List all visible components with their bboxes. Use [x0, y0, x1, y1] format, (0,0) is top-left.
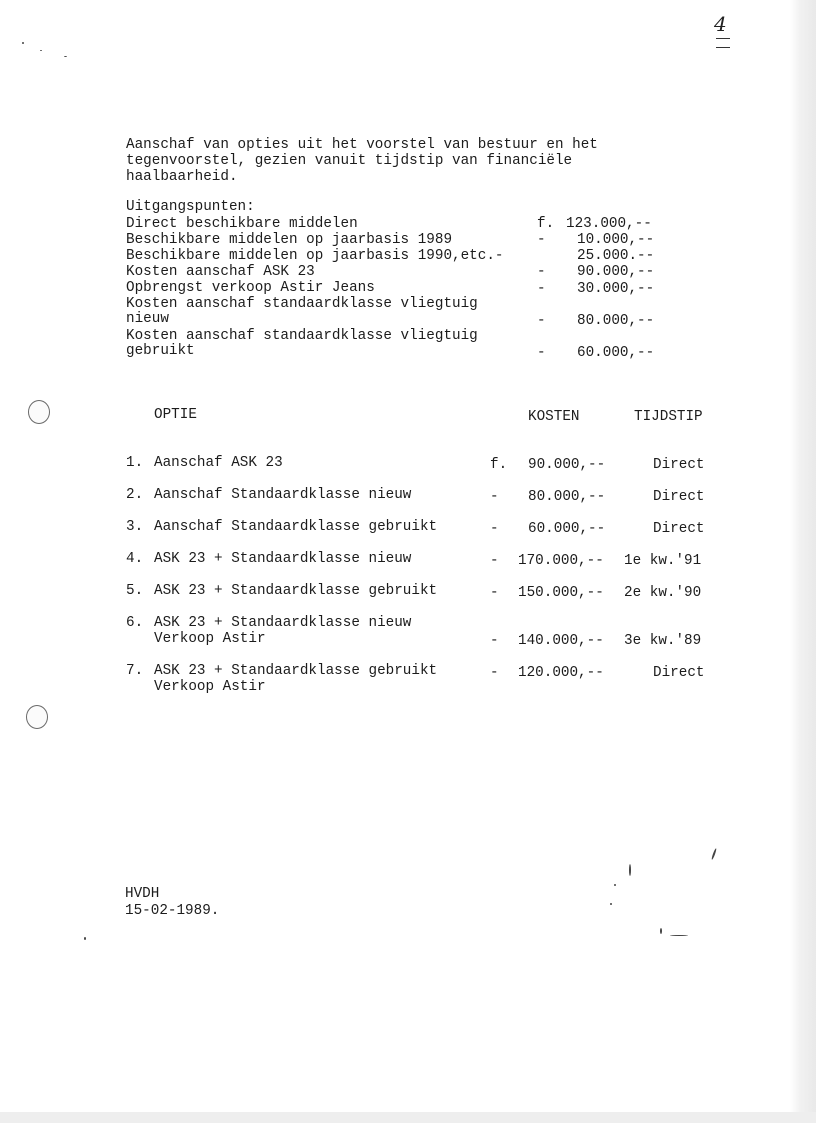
option-description: ASK 23 + Standaardklasse gebruikt: [154, 663, 438, 679]
premise-amount: 25.000.--: [577, 248, 655, 264]
premise-prefix: -: [537, 345, 546, 361]
option-cost: 170.000,--: [518, 553, 604, 569]
intro-line-3: haalbaarheid.: [126, 169, 238, 185]
premise-prefix: -: [537, 281, 546, 297]
option-cost: 150.000,--: [518, 585, 604, 601]
option-prefix: -: [490, 553, 499, 569]
premise-prefix: -: [537, 264, 546, 280]
premise-prefix: f.: [537, 216, 555, 232]
page-number: 4: [714, 12, 727, 36]
scan-speck: [64, 56, 67, 57]
premise-amount: 80.000,--: [577, 313, 655, 329]
option-description: ASK 23 + Standaardklasse nieuw: [154, 551, 412, 567]
author-initials: HVDH: [125, 886, 160, 902]
premise-prefix: -: [537, 313, 546, 329]
premise-label: Beschikbare middelen op jaarbasis 1990,etc.-: [126, 248, 504, 264]
premise-label: Kosten aanschaf standaardklasse vliegtuig: [126, 296, 478, 312]
option-timing: Direct: [653, 457, 705, 473]
premise-label-cont: gebruikt: [126, 343, 195, 359]
option-description: ASK 23 + Standaardklasse gebruikt: [154, 583, 438, 599]
option-number: 6.: [126, 615, 144, 631]
premise-amount: 90.000,--: [577, 264, 655, 280]
premise-amount: 60.000,--: [577, 345, 655, 361]
option-timing: Direct: [653, 521, 705, 537]
document-date: 15-02-1989.: [125, 903, 220, 919]
premise-amount: 123.000,--: [566, 216, 652, 232]
premise-label-cont: nieuw: [126, 311, 169, 327]
option-description-cont: Verkoop Astir: [154, 679, 266, 695]
option-timing: Direct: [653, 489, 705, 505]
option-prefix: -: [490, 665, 499, 681]
option-description: Aanschaf Standaardklasse nieuw: [154, 487, 412, 503]
option-cost: 140.000,--: [518, 633, 604, 649]
intro-line-2: tegenvoorstel, gezien vanuit tijdstip van financiële: [126, 153, 573, 169]
premise-label: Kosten aanschaf ASK 23: [126, 264, 315, 280]
option-cost: 120.000,--: [518, 665, 604, 681]
scan-speck: [614, 884, 616, 886]
option-prefix: -: [490, 585, 499, 601]
header-tijdstip: TIJDSTIP: [634, 409, 703, 425]
scan-speck: [40, 50, 42, 51]
option-description: Aanschaf ASK 23: [154, 455, 283, 471]
scan-speck: [660, 928, 662, 934]
option-timing: 1e kw.'91: [624, 553, 702, 569]
option-timing: 3e kw.'89: [624, 633, 702, 649]
option-cost: 60.000,--: [528, 521, 606, 537]
header-optie: OPTIE: [154, 407, 197, 423]
option-prefix: f.: [490, 457, 508, 473]
scan-speck: [711, 848, 717, 860]
page-number-underline: [716, 38, 730, 48]
option-prefix: -: [490, 489, 499, 505]
option-number: 1.: [126, 455, 144, 471]
option-cost: 80.000,--: [528, 489, 606, 505]
page-bottom-edge: [0, 1112, 816, 1123]
premise-label: Opbrengst verkoop Astir Jeans: [126, 280, 375, 296]
option-number: 4.: [126, 551, 144, 567]
premise-prefix: -: [537, 232, 546, 248]
option-number: 2.: [126, 487, 144, 503]
intro-line-1: Aanschaf van opties uit het voorstel van bestuur en het: [126, 137, 598, 153]
header-kosten: KOSTEN: [528, 409, 580, 425]
uitgangspunten-heading: Uitgangspunten:: [126, 199, 255, 215]
option-description: ASK 23 + Standaardklasse nieuw: [154, 615, 412, 631]
option-prefix: -: [490, 521, 499, 537]
option-timing: Direct: [653, 665, 705, 681]
premise-amount: 10.000,--: [577, 232, 655, 248]
option-timing: 2e kw.'90: [624, 585, 702, 601]
page-edge-shadow: [790, 0, 816, 1123]
scan-speck: [84, 937, 86, 940]
punch-hole-bottom: [26, 705, 48, 729]
option-description: Aanschaf Standaardklasse gebruikt: [154, 519, 438, 535]
premise-label: Direct beschikbare middelen: [126, 216, 358, 232]
option-description-cont: Verkoop Astir: [154, 631, 266, 647]
premise-label: Kosten aanschaf standaardklasse vliegtuig: [126, 328, 478, 344]
scan-speck: [22, 42, 24, 44]
punch-hole-top: [28, 400, 50, 424]
premise-amount: 30.000,--: [577, 281, 655, 297]
scan-speck: [670, 935, 688, 936]
option-cost: 90.000,--: [528, 457, 606, 473]
premise-label: Beschikbare middelen op jaarbasis 1989: [126, 232, 453, 248]
option-number: 5.: [126, 583, 144, 599]
option-number: 7.: [126, 663, 144, 679]
scan-speck: [610, 903, 612, 905]
scan-speck: [629, 864, 631, 876]
option-prefix: -: [490, 633, 499, 649]
option-number: 3.: [126, 519, 144, 535]
